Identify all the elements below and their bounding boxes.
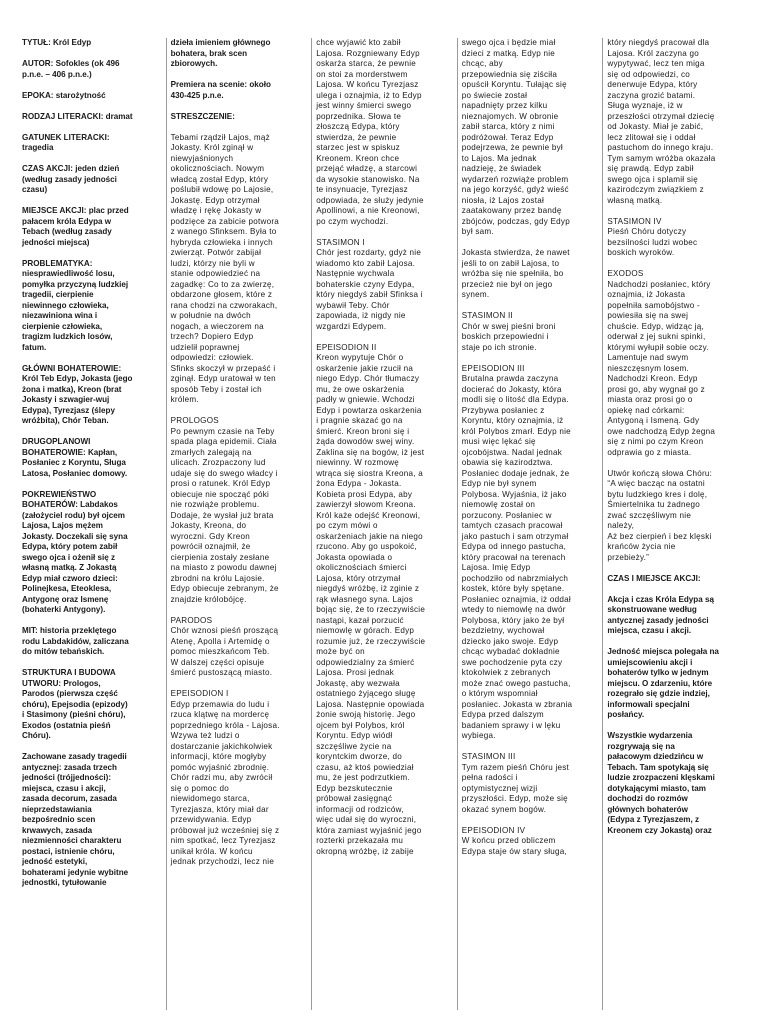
text-column-4 [457, 38, 603, 1010]
document-page [20, 38, 748, 1010]
paragraph: Wszystkie wydarzenia rozgrywają się na pałacowym dziedzińcu w Tebach. Tam spotykają się ludzie zrozpaczeni klęskami dotykającymi miasto, tam dochodzi do rozmów głównych bohaterów (Edypa z Tyrezjaszem, z Kreonem czy Jokastą) oraz [607, 731, 715, 835]
paragraph: STASIMON I Chór jest rozdarty, gdyż nie wiadomo kto zabił Lajosa. Następnie wychwala bohaterskie czyny Edypa, który niegdyś zabił Sfinksa i wybawił Teby. Chór zapowiada, iż nigdy nie wzgardzi Edypem. [316, 237, 423, 331]
text-column-3 [311, 38, 457, 1010]
paragraph: STASIMON IV Pieśń Chóru dotyczy bezsilności ludzi wobec boskich wyroków. [607, 216, 698, 257]
paragraph: chce wyjawić kto zabił Lajosa. Rozgniewany Edyp oskarża starca, że pewnie on stoi za morderstwem Lajosa. W końcu Tyrezjasz ulega i oznajmia, iż to Edyp jest winny śmierci swego poprzednika. Słowa te złoszczą Edypa, który stwierdza, że pewnie starzec jest w spiskuz Kreonem. Kreon chce przejąć władzę, a starcowi da wysokie stanowisko. Na te insynuacje, Tyrezjasz odpowiada, że służy jedynie Apollinowi, a nie Kreonowi, po czym wychodzi. [316, 38, 424, 226]
paragraph: dzieła imieniem głównego bohatera, brak scen zbiorowych. [170, 38, 271, 68]
paragraph: Zachowane zasady tragedii antycznej: zasada trzech jedności (trójjedności): miejsca, czasu i akcji, zasada decorum, zasada nieprzedstawiania bezpośrednio scen krwawych, zasada niezmienności charakteru postaci, istnienie chóru, jedność estetyki, bohaterami jedynie wybitne jednostki, tytułowanie [22, 752, 129, 887]
paragraph: Jokasta stwierdza, że nawet jeśli to on zabił Lajosa, to wróżba się nie spełniła, bo przecież nie był on jego synem. [461, 248, 570, 299]
paragraph: STASIMON III Tym razem pieśń Chóru jest pełna radości i optymistycznej wizji przyszłości. Edyp, może się okazać synem bogów. [461, 752, 570, 814]
paragraph: GATUNEK LITERACKI: tragedia [22, 132, 110, 152]
paragraph: MIT: historia przeklętego rodu Labdakidów, zaliczana do mitów tebańskich. [22, 626, 129, 656]
paragraph: TYTUŁ: Król Edyp [22, 38, 92, 47]
paragraph: PROLOGOS Po pewnym czasie na Teby spada plaga epidemii. Ciała zmarłych zalegają na ulicach. Zrozpaczony lud udaje się do swego władcy i prosi o ratunek. Król Edyp obiecuje nie spocząć póki nie rozwiąże problemu. Dodaje, że wysłał już brata Jokasty, Kreona, do wyroczni. Gdy Kreon powrócił oznajmił, że cierpienia zostały zesłane na miasto z powodu dawnej zbrodni na królu Lajosie. Edyp obiecuje zebranym, że znajdzie królobójcę. [170, 416, 279, 604]
paragraph: CZAS AKCJI: jeden dzień (według zasady jedności czasu) [22, 164, 120, 194]
paragraph: EPEISODION I Edyp przemawia do ludu i rzuca klątwę na mordercę poprzedniego króla - Lajosa. Wzywa też ludzi o dostarczanie jakichkolwiek informacji, które mogłyby pomóc wyjaśnić zbrodnię. Chór radzi mu, aby zwrócił się o pomoc do niewidomego starca, Tyrezjasza, który miał dar przewidywania. Edyp próbował już wcześniej się z nim spotkać, lecz Tyrezjasz unikał króla. W końcu jednak przychodzi, lecz nie [170, 689, 280, 866]
paragraph: swego ojca i będzie miał dzieci z matką. Edyp nie chcąc, aby przepowiednia się ziściła opuścił Koryntu. Tułając się po świecie został napadnięty przez kilku nieznajomych. W obronie zabił starca, który z nimi podróżował. Teraz Edyp podejrzewa, że pewnie był to Lajos. Ma jednak nadzieję, że świadek wydarzeń rozwiąże problem na jego korzyść, gdyż wieść niosła, iż Lajos został zaatakowany przez bandę zbójców, podczas, gdy Edyp był sam. [461, 38, 570, 236]
paragraph: STRUKTURA I BUDOWA UTWORU: Prologos, Parodos (pierwsza część chóru), Epejsodia (epizody) i Stasimony (pieśni chóru), Exodos (ostatnia pieśń Chóru). [22, 668, 128, 740]
paragraph: AUTOR: Sofokles (ok 496 p.n.e. – 406 p.n.e.) [22, 59, 120, 79]
text-column-1 [20, 38, 166, 1010]
paragraph: CZAS I MIEJSCE AKCJI: [607, 573, 701, 583]
text-column-5 [602, 38, 748, 1010]
paragraph: EPEISODION III Brutalna prawda zaczyna docierać do Jokasty, która modli się o litość dla Edypa. Przybywa posłaniec z Koryntu, który oznajmia, iż król Polybos zmarł. Edyp nie musi więc lękać się ojcobójstwa. Nadal jednak obawia się kazirodztwa. Posłaniec dodaje jednak, że Edyp nie był synem Polybosa. Wyjaśnia, iż jako niemowlę został on porzucony. Posłaniec w tamtych czasach pracował jako pastuch i sam otrzymał Edypa od innego pastucha, który pracował na terenach Lajosa. Imię Edyp pochodziło od nabrzmiałych kostek, które były spętane. Posłaniec oznajmia, iż oddał wtedy to niemowlę na dwór Polybosa, który jako że był bezdzietny, wychował dziecko jako swoje. Edyp chcąc wybadać dokładnie swe pochodzenie pyta czy ktokolwiek z zebranych może znać owego pastucha, o którym wspomniał posłaniec. Jokasta w zbrania Edypa przed dalszym badaniem sprawy i w lęku wybiega. [461, 363, 573, 740]
paragraph: Akcja i czas Króla Edypa są skonstruowane według antycznej zasady jedności miejsca, czasu i akcji. [607, 594, 714, 635]
paragraph: Tebami rządził Lajos, mąż Jokasty. Król zginął w niewyjaśnionych okolicznościach. Nowym władcą został Edyp, który poślubił wdowę po Lajosie, Jokastę. Edyp otrzymał władzę i rękę Jokasty w podzięce za zabicie potwora z wanego Sfinksem. Była to hybryda człowieka i innych zwierząt. Potwór zabijał ludzi, którzy nie byli w stanie odpowiedzieć na zagadkę: Co to za zwierzę, obdarzone głosem, które z rana chodzi na czworakach, w południe na dwóch nogach, a wieczorem na trzech? Dopiero Edyp udzielił poprawnej odpowiedzi: człowiek. Sfinks skoczył w przepaść i zginął. Edyp uratował w ten sposób Teby i został ich królem. [170, 132, 280, 404]
paragraph: MIEJSCE AKCJI: plac przed pałacem króla Edypa w Tebach (według zasady jedności miejsca) [22, 206, 129, 247]
text-column-2 [166, 38, 312, 1010]
paragraph: EPOKA: starożytność [22, 90, 106, 100]
paragraph: PARODOS Chór wznosi pieśń proszącą Atenę, Apolla i Artemidę o pomoc mieszkańcom Teb. W dalszej części opisuje śmierć pustoszącą miasto. [170, 615, 279, 677]
paragraph: RODZAJ LITERACKI: dramat [22, 111, 133, 121]
paragraph: EPEISODION IV W końcu przed obliczem Edypa staje ów stary sługa, [461, 825, 568, 856]
paragraph: GŁÓWNI BOHATEROWIE: Król Teb Edyp, Jokasta (jego żona i matka), Kreon (brat Jokasty i szwagier-wuj Edypa), Tyrezjasz (ślepy wróżbita), Chór Teban. [22, 363, 133, 425]
paragraph: EPEISODION II Kreon wypytuje Chór o oskarżenie jakie rzucił na niego Edyp. Chór tłumaczy mu, że owe oskarżenia padły w gniewie. Wchodzi Edyp i powtarza oskarżenia i pragnie skazać go na śmierć. Kreon broni się i żąda dowodów swej winy. Zaklina się na bogów, iż jest niewinny. W rozmowę wtrąca się siostra Kreona, a żona Edypa - Jokasta. Kobieta prosi Edypa, aby zawierzył słowom Kreona. Król każe odejść Kreonowi, po czym mówi o oskarżeniach jakie na niego rzucono. Aby go uspokoić, Jokasta opowiada o okolicznościach śmierci Lajosa, który otrzymał niegdyś wróżbę, iż zginie z rąk własnego syna. Lajos bojąc się, że to rzeczywiście nastąpi, kazał porzucić niemowlę w górach. Edyp rozumie już, że rzeczywiście może być on odpowiedzialny za śmierć Lajosa. Prosi jednak Jokastę, aby wezwała ostatniego żyjącego sługę Lajosa. Następnie opowiada żonie swoją historię. Jego ojcem był Polybos, król Koryntu. Edyp wiódł szczęśliwe życie na koryntckim dworze, do czasu, aż ktoś powiedział mu, że jest podrzutkiem. Edyp bezskutecznie próbował zasięgnąć informacji od rodziców, więc udał się do wyroczni, która zamiast wyjaśnić jego rozterki przekazała mu okropną wróżbę, iż zabije [316, 342, 426, 856]
paragraph: Premiera na scenie: około 430-425 p.n.e. [170, 80, 271, 100]
paragraph: STASIMON II Chór w swej pieśni broni boskich przepowiedni i staje po ich stronie. [461, 311, 556, 352]
paragraph: który niegdyś pracował dla Lajosa. Król zaczyna go wypytywać, lecz ten miga się od odpowiedzi, co denerwuje Edypa, który zaczyna grozić batami. Sługa wyznaje, iż w przeszłości otrzymał dziecię od Jokasty. Miał je zabić, lecz zlitował się i oddał pastuchom do innego kraju. Tym samym wróżba okazała się prawdą. Edyp zabił swego ojca i splamił się kazirodczym związkiem z własną matką. [607, 38, 716, 205]
paragraph: DRUGOPLANOWI BOHATEROWIE: Kapłan, Posłaniec z Koryntu, Sługa Latosa, Posłaniec domowy. [22, 437, 128, 478]
paragraph: PROBLEMATYKA: niesprawiedliwość losu, pomyłka przyczyną ludzkiej tragedii, cierpienie niewinnego człowieka, niezawiniona wina i cierpienie człowieka, tragizm ludzkich losów, fatum. [22, 258, 129, 352]
paragraph: POKREWIEŃSTWO BOHATERÓW: Labdakos (założyciel rodu) był ojcem Lajosa, Lajos mężem Jokasty. Doczekali się syna Edypa, który potem zabił swego ojca i ożenił się z własną matką. Z Jokastą Edyp miał czworo dzieci: Polinejkesa, Eteoklesa, Antygonę oraz Ismenę (bohaterki Antygony). [22, 489, 128, 614]
paragraph: EXODOS Nadchodzi posłaniec, który oznajmia, iż Jokasta popełniła samobójstwo - powiesiła się na swej chuście. Edyp, widząc ją, oderwał z jej sukni spinki, którymi wyłupił sobie oczy. Lamentuje nad swym nieszczęsnym losem. Nadchodzi Kreon. Edyp prosi go, aby wygnał go z miasta oraz prosi go o opiekę nad córkami: Antygoną i Ismeną. Gdy owe nadchodzą Edyp żegna się z nimi po czym Kreon odprawia go z miasta. [607, 269, 716, 457]
paragraph: Jedność miejsca polegała na umiejscowieniu akcji i bohaterów tylko w jednym miejscu. O zdarzeniu, które rozegrało się gdzie indziej, informowali specjalni posłańcy. [607, 647, 719, 719]
paragraph: STRESZCZENIE: [170, 111, 235, 121]
paragraph: Utwór kończą słowa Chóru: “A więc bacząc na ostatni bytu ludzkiego kres i dolę, Śmiertelnika tu żadnego zwać szczęśliwym nie należy, Aż bez cierpień i bez klęski krańców życia nie przebieży.” [607, 468, 713, 562]
